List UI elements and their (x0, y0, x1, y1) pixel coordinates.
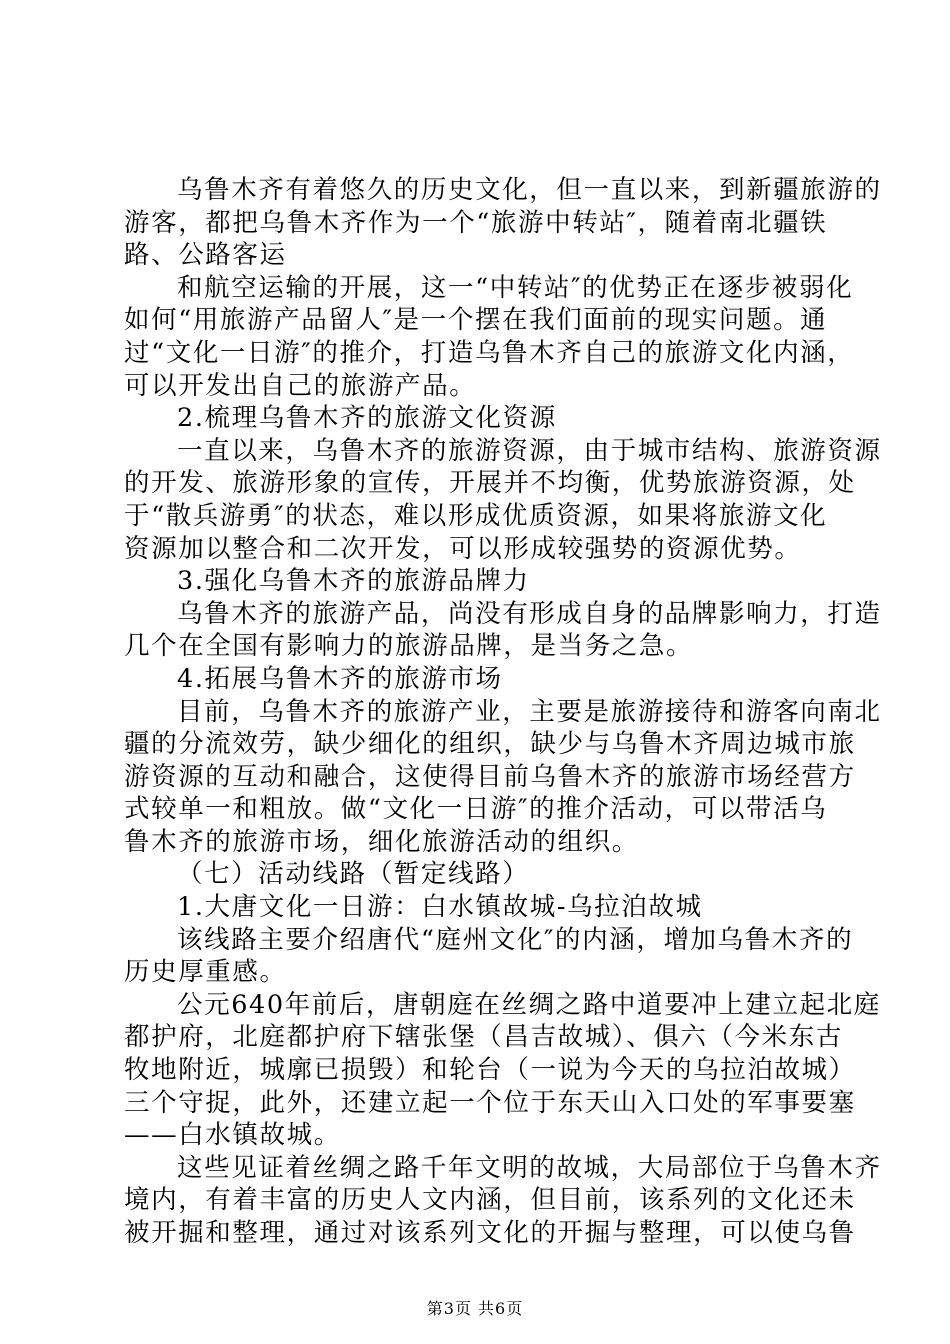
section-heading: 4.拓展乌鲁木齐的旅游市场 (177, 663, 503, 694)
body-line: 都护府，北庭都护府下辖张堡（昌吉故城）、俱六（今米东古 (124, 1022, 843, 1053)
body-line: 该线路主要介绍唐代“庭州文化″的内涵，增加乌鲁木齐的 (177, 924, 854, 955)
body-line: ——白水镇故城。 (124, 1120, 341, 1151)
body-line: 公元640年前后，唐朝庭在丝绸之路中道要冲上建立起北庭 (177, 989, 881, 1020)
body-line: 式较单一和粗放。做“文化一日游″的推介活动，可以带活乌 (124, 794, 828, 825)
section-heading: 3.强化乌鲁木齐的旅游品牌力 (177, 566, 530, 597)
body-line: 资源加以整合和二次开发，可以形成较强势的资源优势。 (124, 533, 802, 564)
section-heading: 1.大唐文化一日游：白水镇故城-乌拉泊故城 (177, 892, 703, 923)
body-line: 被开掘和整理，通过对该系列文化的开掘与整理，可以使乌鲁 (124, 1218, 856, 1248)
body-line: 如何“用旅游产品留人″是一个摆在我们面前的现实问题。通 (124, 305, 828, 336)
body-line: 这些见证着丝绸之路千年文明的故城，大局部位于乌鲁木齐 (177, 1152, 882, 1183)
body-line: 游客，都把乌鲁木齐作为一个“旅游中转站″，随着南北疆铁 (124, 207, 828, 238)
body-line: 历史厚重感。 (124, 957, 287, 988)
body-line: 乌鲁木齐的旅游产品，尚没有形成自身的品牌影响力，打造 (177, 598, 882, 629)
body-line: 的开发、旅游形象的宣传，开展并不均衡，优势旅游资源，处 (124, 468, 856, 499)
body-line: 可以开发出自己的旅游产品。 (124, 370, 477, 401)
body-line: 和航空运输的开展，这一“中转站″的优势正在逐步被弱化 (177, 272, 854, 303)
body-line: 三个守捉，此外，还建立起一个位于东天山入口处的军事要塞 (124, 1087, 856, 1118)
body-line: 游资源的互动和融合，这使得目前乌鲁木齐的旅游市场经营方 (124, 761, 856, 792)
body-line: 路、公路客运 (124, 240, 287, 271)
section-heading: 2.梳理乌鲁木齐的旅游文化资源 (177, 403, 557, 434)
body-line: 于“散兵游勇″的状态，难以形成优质资源，如果将旅游文化 (124, 500, 828, 531)
body-line: 牧地附近，城廓已损毁）和轮台（一说为今天的乌拉泊故城） (124, 1055, 856, 1086)
body-line: 鲁木齐的旅游市场，细化旅游活动的组织。 (124, 826, 639, 857)
section-heading: （七）活动线路（暂定线路） (177, 859, 530, 890)
body-line: 几个在全国有影响力的旅游品牌，是当务之急。 (124, 631, 694, 662)
body-text (124, 174, 882, 1250)
body-line: 过“文化一日游″的推介，打造乌鲁木齐自己的旅游文化内涵， (124, 337, 855, 368)
body-line: 目前，乌鲁木齐的旅游产业，主要是旅游接待和游客向南北 (177, 696, 882, 727)
page-footer: 第3页 共6页 (426, 1299, 524, 1318)
body-line: 乌鲁木齐有着悠久的历史文化，但一直以来，到新疆旅游的 (177, 175, 882, 205)
body-line: 境内，有着丰富的历史人文内涵，但目前，该系列的文化还未 (124, 1185, 856, 1216)
body-line: 疆的分流效劳，缺少细化的组织，缺少与乌鲁木齐周边城市旅 (124, 729, 856, 760)
body-line: 一直以来，乌鲁木齐的旅游资源，由于城市结构、旅游资源 (177, 435, 882, 466)
